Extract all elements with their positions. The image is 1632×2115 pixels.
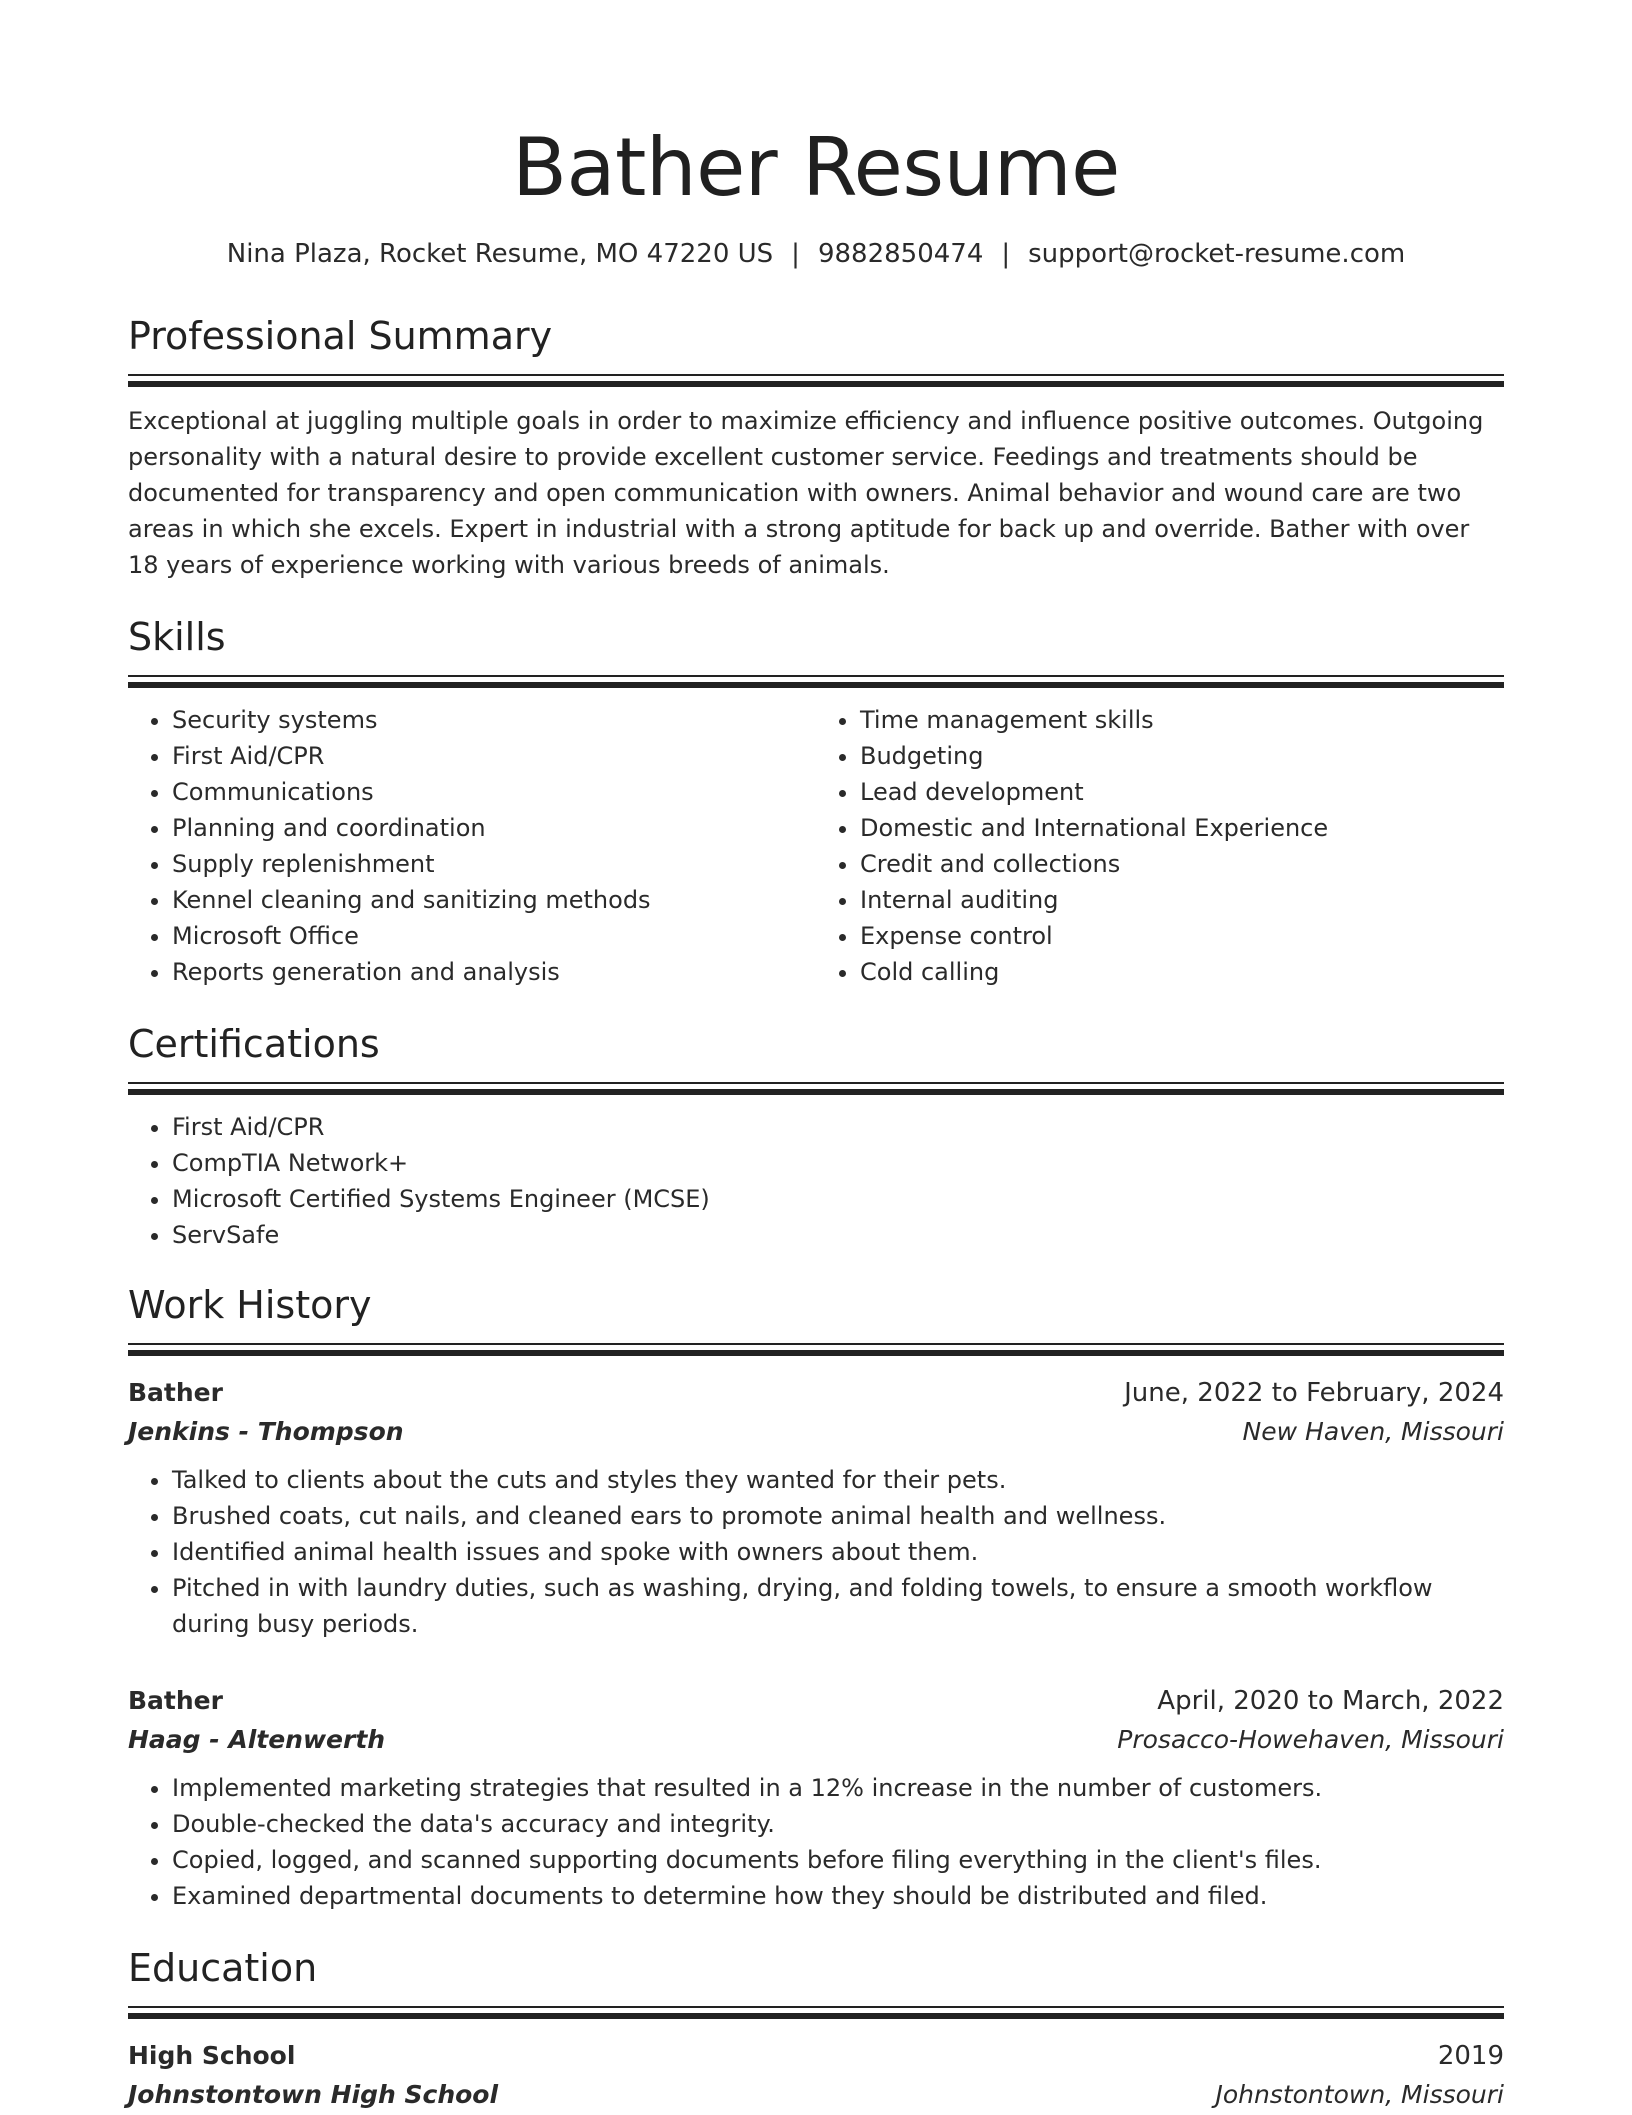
skill-item: • Time management skills — [860, 702, 1504, 738]
job-bullet: • Implemented marketing strategies that resulted in a 12% increase in the number of customers. — [172, 1770, 1504, 1806]
section-heading: Skills — [128, 615, 226, 659]
skill-item: • Reports generation and analysis — [172, 954, 816, 990]
job-bullet: • Brushed coats, cut nails, and cleaned ears to promote animal health and wellness. — [172, 1498, 1504, 1534]
section-heading: Professional Summary — [128, 314, 553, 358]
contact-separator: | — [1001, 239, 1011, 269]
certification-item: • CompTIA Network+ — [172, 1145, 1504, 1181]
job-header-row — [128, 1682, 1504, 1720]
contact-separator: | — [791, 239, 800, 269]
education-section — [128, 1944, 1504, 2115]
skill-item: • Cold calling — [860, 954, 1504, 990]
skills-section — [128, 613, 1504, 990]
summary-section — [128, 312, 1504, 583]
skill-item: • Communications — [172, 774, 816, 810]
job-bullet: • Double-checked the data's accuracy and integrity. — [172, 1806, 1504, 1842]
section-heading: Certifications — [128, 1022, 380, 1066]
section-heading: Education — [128, 1946, 318, 1990]
work-history-section — [128, 1281, 1504, 1914]
education-school: Johnstontown High School — [128, 2080, 499, 2109]
contact-line — [128, 236, 1504, 272]
education-header-row — [128, 2037, 1504, 2075]
job-company: Haag - Altenwerth — [128, 1725, 386, 1754]
section-divider — [128, 2006, 1504, 2019]
education-entry — [128, 2037, 1504, 2115]
skill-item: • Credit and collections — [860, 846, 1504, 882]
skill-item: • Internal auditing — [860, 882, 1504, 918]
certification-item: • Microsoft Certified Systems Engineer (MCSE) — [172, 1181, 1504, 1217]
contact-phone: 9882850474 — [817, 239, 984, 269]
job-header-row — [128, 1374, 1504, 1412]
section-divider — [128, 1082, 1504, 1095]
job-dates: June, 2022 to February, 2024 — [1124, 1378, 1504, 1408]
job-role: Bather — [128, 1686, 223, 1715]
job-bullets — [128, 1770, 1504, 1914]
skill-item: • Supply replenishment — [172, 846, 816, 882]
job-dates: April, 2020 to March, 2022 — [1157, 1686, 1504, 1716]
job-location: Prosacco-Howehaven, Missouri — [1117, 1725, 1504, 1754]
skills-list-left — [128, 702, 816, 990]
job-bullet: • Talked to clients about the cuts and styles they wanted for their pets. — [172, 1462, 1504, 1498]
summary-text: Exceptional at juggling multiple goals in order to maximize efficiency and influence positive outcomes. Outgoing personality with a natural desire to provide excellent customer service. Feedings and treatments should be documented for transparency and open communication with owners. Animal behavior and wound care are two areas in which she excels. Expert in industrial with a strong aptitude for back up and override. Bather with over 18 years of experience working with various breeds of animals. — [128, 407, 1484, 579]
skill-item: • Domestic and International Experience — [860, 810, 1504, 846]
section-heading: Work History — [128, 1283, 372, 1327]
contact-email: support@rocket-resume.com — [1028, 239, 1406, 269]
skills-list-right — [816, 702, 1504, 990]
job-company: Jenkins - Thompson — [128, 1417, 404, 1446]
certification-item: • ServSafe — [172, 1217, 1504, 1253]
job-bullets — [128, 1462, 1504, 1642]
job-entry — [128, 1374, 1504, 1642]
job-entry — [128, 1682, 1504, 1914]
section-divider — [128, 1343, 1504, 1356]
contact-address: Nina Plaza, Rocket Resume, MO 47220 US — [226, 239, 774, 269]
certifications-section — [128, 1020, 1504, 1253]
job-location: New Haven, Missouri — [1242, 1417, 1504, 1446]
job-company-row — [128, 1720, 1504, 1760]
skills-columns — [128, 688, 1504, 990]
skill-item: • Microsoft Office — [172, 918, 816, 954]
skill-item: • Lead development — [860, 774, 1504, 810]
certifications-list — [128, 1109, 1504, 1253]
job-bullet: • Examined departmental documents to determine how they should be distributed and filed. — [172, 1878, 1504, 1914]
job-role: Bather — [128, 1378, 223, 1407]
skill-item: • First Aid/CPR — [172, 738, 816, 774]
skill-item: • Security systems — [172, 702, 816, 738]
education-school-row — [128, 2075, 1504, 2115]
skill-item: • Expense control — [860, 918, 1504, 954]
education-degree: High School — [128, 2041, 296, 2070]
certification-item: • First Aid/CPR — [172, 1109, 1504, 1145]
education-location: Johnstontown, Missouri — [1215, 2080, 1504, 2109]
skill-item: • Budgeting — [860, 738, 1504, 774]
section-divider — [128, 374, 1504, 387]
education-year: 2019 — [1437, 2041, 1504, 2071]
job-bullet: • Identified animal health issues and spoke with owners about them. — [172, 1534, 1504, 1570]
section-divider — [128, 675, 1504, 688]
resume-title: Bather Resume — [512, 121, 1120, 214]
skill-item: • Planning and coordination — [172, 810, 816, 846]
job-bullet: • Pitched in with laundry duties, such as washing, drying, and folding towels, to ensure a smooth workflow during busy periods. — [172, 1570, 1504, 1642]
job-bullet: • Copied, logged, and scanned supporting documents before filing everything in the client's files. — [172, 1842, 1504, 1878]
skill-item: • Kennel cleaning and sanitizing methods — [172, 882, 816, 918]
job-company-row — [128, 1412, 1504, 1452]
